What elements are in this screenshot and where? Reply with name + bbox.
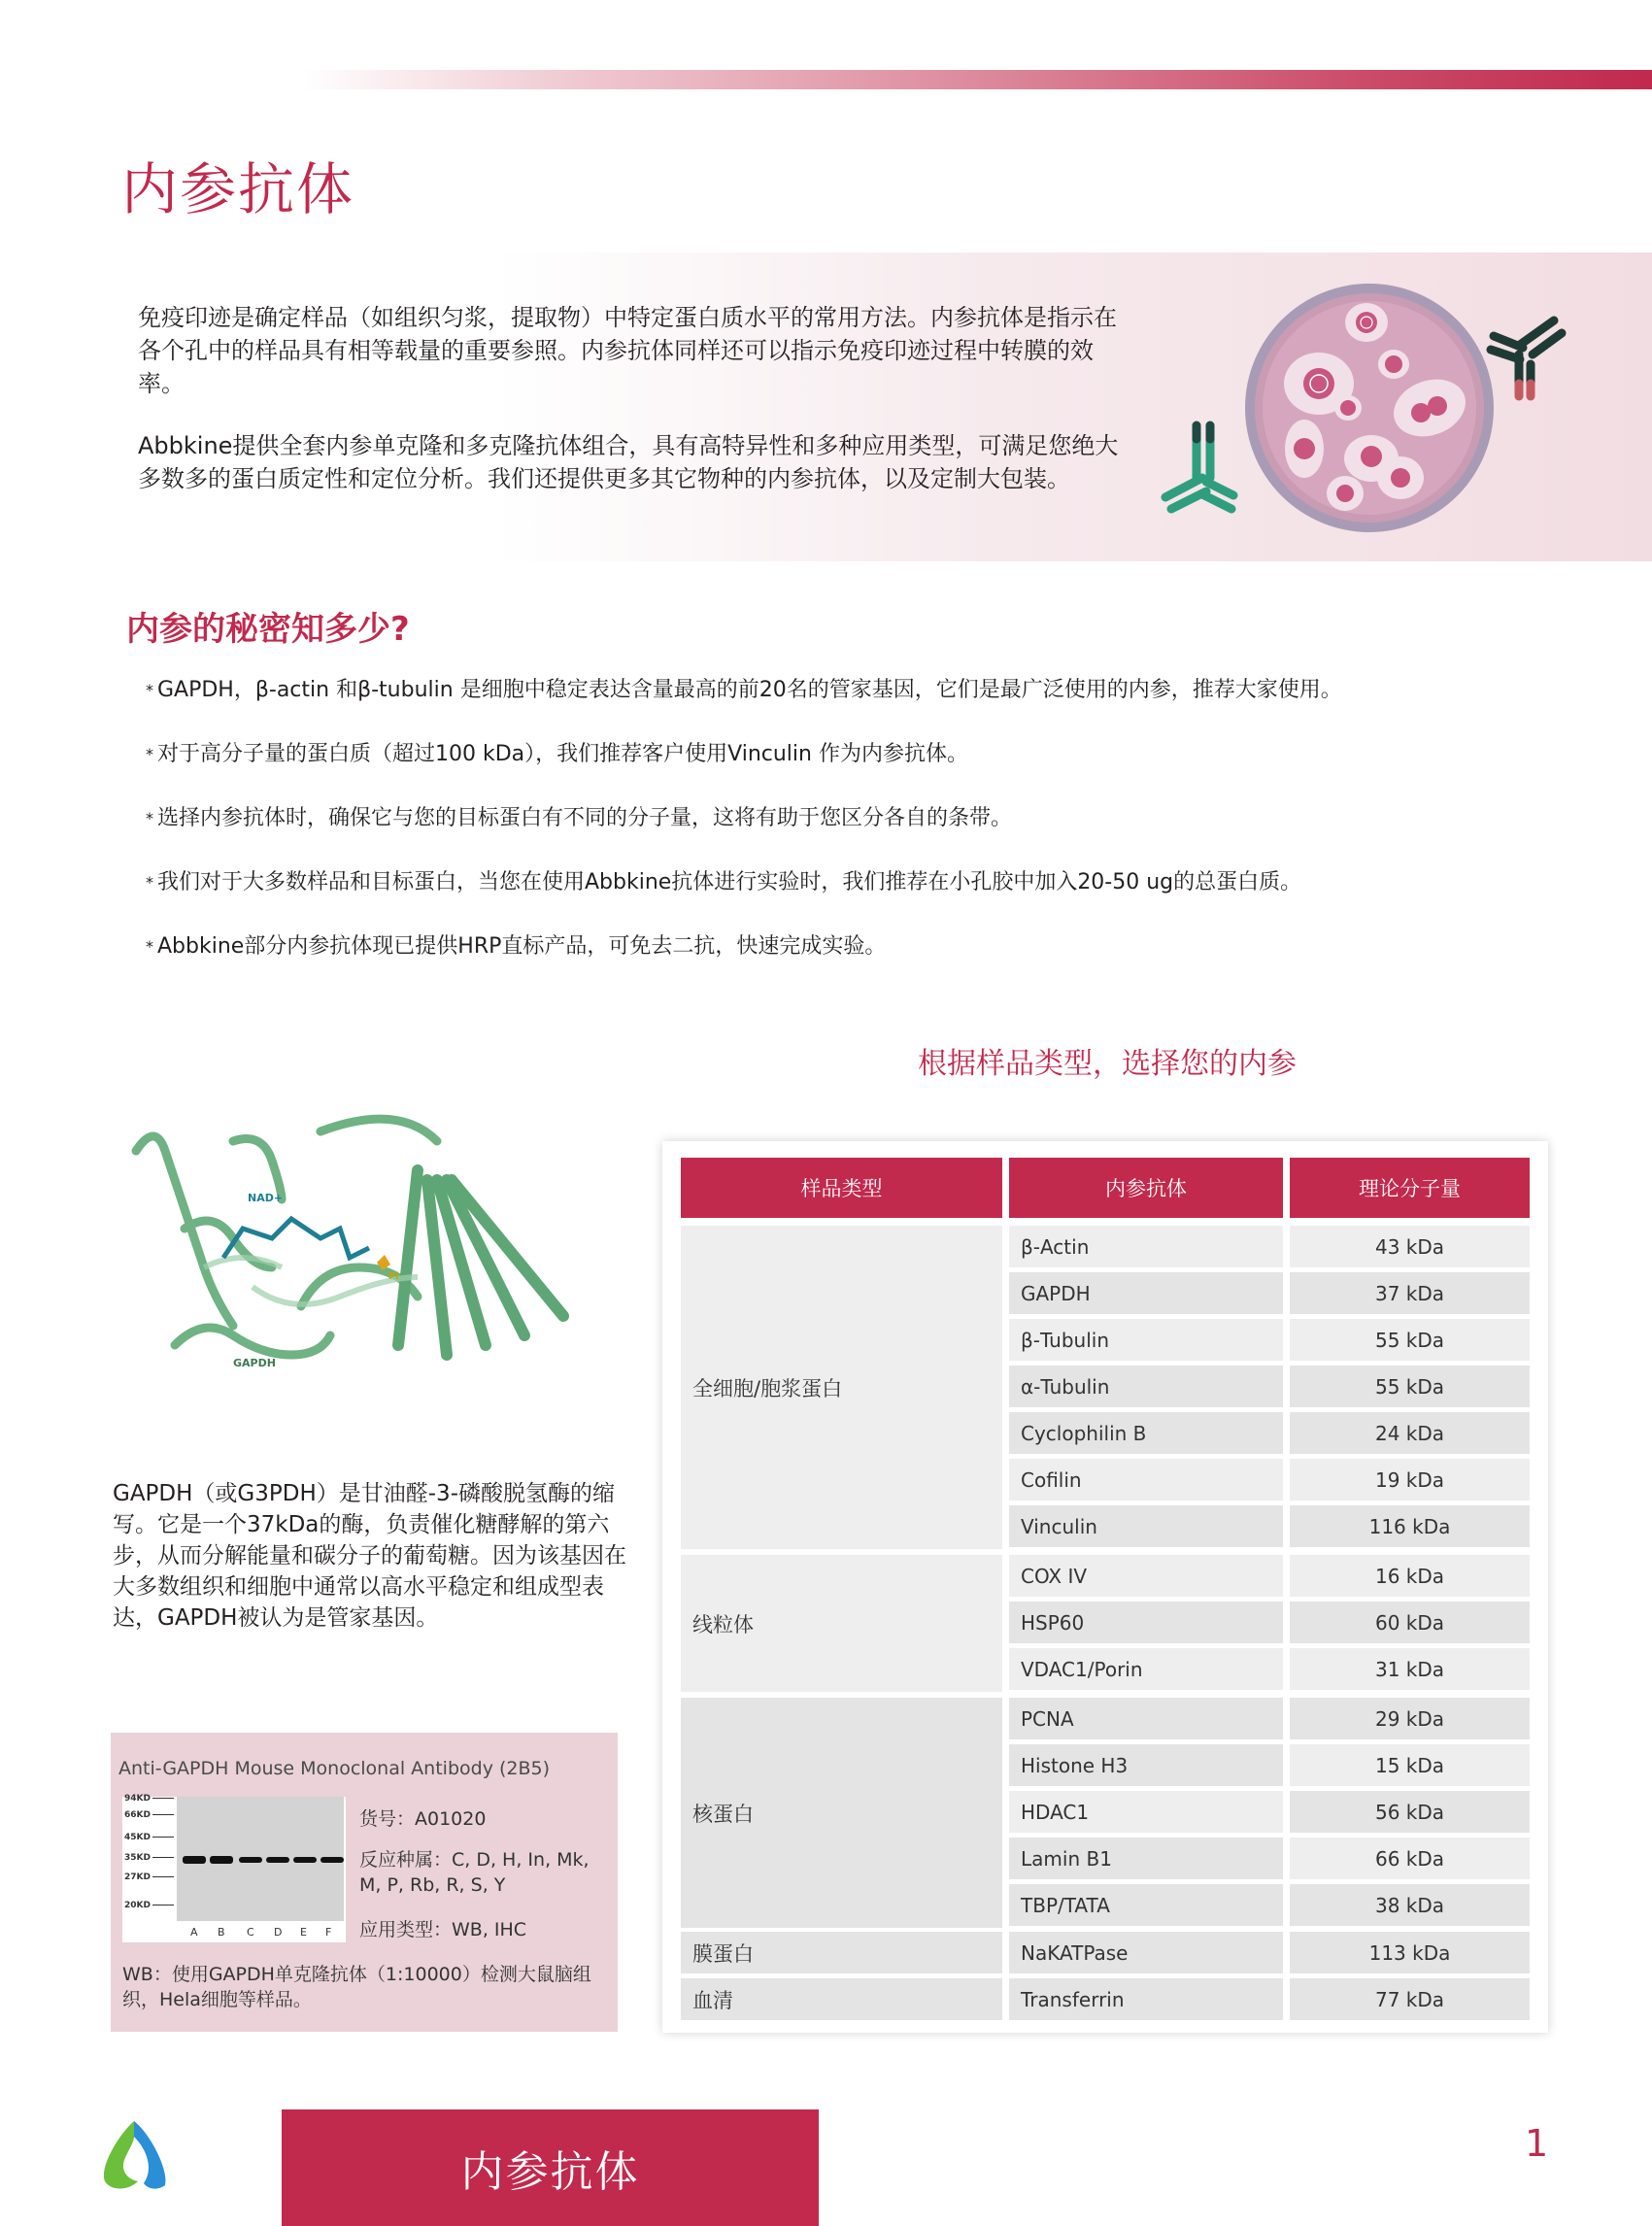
- table-cell-antibody: PCNA: [1009, 1698, 1283, 1739]
- bullet-star: *: [146, 681, 153, 699]
- blot-band: [210, 1856, 233, 1864]
- header-gradient-bar: [301, 70, 1652, 89]
- tip-item: [146, 740, 1534, 804]
- abbkine-logo-icon: [93, 2115, 175, 2193]
- group-serum: 血清: [681, 1978, 1002, 2020]
- lane-label: A: [190, 1926, 198, 1939]
- table-cell-antibody: COX IV: [1009, 1555, 1283, 1597]
- western-blot-image: [122, 1794, 346, 1942]
- tip-text: 我们对于大多数样品和目标蛋白，当您在使用Abbkine抗体进行实验时，我们推荐在小孔胶中加入20-50 ug的总蛋白质。: [157, 870, 1302, 894]
- table-cell-antibody: β-Tubulin: [1009, 1319, 1283, 1361]
- secrets-heading: 内参的秘密知多少?: [126, 610, 410, 649]
- table-cell-mw: 16 kDa: [1290, 1555, 1530, 1597]
- gapdh-protein-structure-image: [107, 1112, 622, 1403]
- group-mitochondria: 线粒体: [681, 1555, 1002, 1692]
- table-cell-antibody: HDAC1: [1009, 1791, 1283, 1833]
- table-cell-antibody: Cyclophilin B: [1009, 1412, 1283, 1454]
- mw-marker: 94KD: [124, 1794, 174, 1804]
- lane-label: C: [247, 1926, 254, 1939]
- table-cell-antibody: TBP/TATA: [1009, 1884, 1283, 1926]
- bullet-star: *: [146, 745, 153, 763]
- intro-paragraph: Abbkine提供全套内参单克隆和多克隆抗体组合，具有高特异性和多种应用类型，可满足您绝大多数多的蛋白质定性和定位分析。我们还提供更多其它物种的内参抗体，以及定制大包装。: [138, 432, 1119, 492]
- antibody-icon-dark: [1491, 320, 1562, 396]
- table-cell-mw: 56 kDa: [1290, 1791, 1530, 1833]
- table-cell-mw: 43 kDa: [1290, 1226, 1530, 1267]
- table-cell-mw: 19 kDa: [1290, 1459, 1530, 1501]
- table-cell-antibody: Vinculin: [1009, 1505, 1283, 1547]
- group-membrane: 膜蛋白: [681, 1932, 1002, 1973]
- header-antibody: 内参抗体: [1009, 1158, 1283, 1218]
- product-title: Anti-GAPDH Mouse Monoclonal Antibody (2B5): [118, 1758, 551, 1779]
- mw-marker: 27KD: [124, 1872, 174, 1882]
- blot-band: [183, 1856, 206, 1864]
- table-cell-antibody: Transferrin: [1009, 1978, 1283, 2020]
- tip-text: 选择内参抗体时，确保它与您的目标蛋白有不同的分子量，这将有助于您区分各自的条带。: [157, 806, 1013, 830]
- table-cell-mw: 77 kDa: [1290, 1978, 1530, 2020]
- blot-band: [293, 1857, 317, 1863]
- bullet-star: *: [146, 809, 153, 827]
- gapdh-label: GAPDH: [233, 1357, 276, 1369]
- table-cell-mw: 116 kDa: [1290, 1505, 1530, 1547]
- blot-band: [320, 1857, 344, 1863]
- table-cell-antibody: Lamin B1: [1009, 1838, 1283, 1879]
- tip-text: 对于高分子量的蛋白质（超过100 kDa），我们推荐客户使用Vinculin 作为内参抗体。: [157, 742, 968, 766]
- page-title: 内参抗体: [121, 156, 355, 222]
- tip-item: [146, 804, 1534, 868]
- tip-text: GAPDH，β-actin 和β-tubulin 是细胞中稳定表达含量最高的前20名的管家基因，它们是最广泛使用的内参，推荐大家使用。: [157, 678, 1342, 702]
- mw-marker: 45KD: [124, 1833, 174, 1842]
- gapdh-description: GAPDH（或G3PDH）是甘油醛-3-磷酸脱氢酶的缩写。它是一个37kDa的酶，负责催化糖酵解的第六步，从而分解能量和碳分子的葡萄糖。因为该基因在大多数组织和细胞中通常以高水平稳定和组成型表达，GAPDH被认为是管家基因。: [113, 1481, 626, 1631]
- footer-section-label: 内参抗体: [282, 2109, 819, 2226]
- reference-antibody-table: [662, 1141, 1548, 2033]
- lane-label: B: [218, 1926, 225, 1939]
- table-cell-mw: 15 kDa: [1290, 1744, 1530, 1786]
- tip-item: [146, 868, 1534, 932]
- applications: 应用类型：WB, IHC: [359, 1919, 527, 1940]
- table-cell-antibody: HSP60: [1009, 1602, 1283, 1643]
- table-cell-mw: 113 kDa: [1290, 1932, 1530, 1973]
- table-cell-antibody: Cofilin: [1009, 1459, 1283, 1501]
- table-title: 根据样品类型，选择您的内参: [918, 1047, 1297, 1081]
- table-cell-antibody: VDAC1/Porin: [1009, 1648, 1283, 1690]
- product-card: [111, 1733, 618, 2032]
- tip-item: [146, 932, 1534, 996]
- table-cell-mw: 60 kDa: [1290, 1602, 1530, 1643]
- tips-list: [146, 676, 1534, 996]
- table-cell-mw: 55 kDa: [1290, 1319, 1530, 1361]
- mw-marker: 20KD: [124, 1901, 174, 1910]
- group-nuclear: 核蛋白: [681, 1698, 1002, 1928]
- pi-label: Pi: [388, 1271, 399, 1282]
- header-mw: 理论分子量: [1290, 1158, 1530, 1218]
- product-note: WB：使用GAPDH单克隆抗体（1:10000）检测大鼠脑组织，Hela细胞等样品。: [122, 1964, 591, 2010]
- table-cell-mw: 29 kDa: [1290, 1698, 1530, 1739]
- table-cell-mw: 38 kDa: [1290, 1884, 1530, 1926]
- header-sample-type: 样品类型: [681, 1158, 1002, 1218]
- tip-text: Abbkine部分内参抗体现已提供HRP直标产品，可免去二抗，快速完成实验。: [157, 934, 887, 959]
- table-cell-antibody: GAPDH: [1009, 1272, 1283, 1314]
- page-number: 1: [1525, 2122, 1549, 2165]
- lane-label: D: [274, 1926, 283, 1939]
- table-cell-antibody: NaKATPase: [1009, 1932, 1283, 1973]
- bullet-star: *: [146, 873, 153, 892]
- tip-item: [146, 676, 1534, 740]
- bullet-star: *: [146, 937, 153, 956]
- lane-label: E: [300, 1926, 307, 1939]
- table-cell-antibody: β-Actin: [1009, 1226, 1283, 1267]
- antibody-icon-teal: [1165, 425, 1233, 509]
- nad-label: NAD+: [248, 1192, 284, 1204]
- table-cell-mw: 37 kDa: [1290, 1272, 1530, 1314]
- table-cell-antibody: Histone H3: [1009, 1744, 1283, 1786]
- table-cell-antibody: α-Tubulin: [1009, 1366, 1283, 1407]
- blot-band: [266, 1857, 289, 1863]
- table-cell-mw: 31 kDa: [1290, 1648, 1530, 1690]
- reactivity: 反应种属：C, D, H, In, Mk, M, P, Rb, R, S, Y: [359, 1849, 590, 1896]
- table-cell-mw: 66 kDa: [1290, 1838, 1530, 1879]
- blot-band: [239, 1857, 262, 1863]
- mw-marker: 66KD: [124, 1810, 174, 1820]
- table-cell-mw: 24 kDa: [1290, 1412, 1530, 1454]
- catalog-number: 货号：A01020: [359, 1808, 487, 1830]
- group-whole-cell: 全细胞/胞浆蛋白: [681, 1226, 1002, 1549]
- mw-marker: 35KD: [124, 1853, 174, 1863]
- intro-paragraph: 免疫印迹是确定样品（如组织匀浆，提取物）中特定蛋白质水平的常用方法。内参抗体是指示在各个孔中的样品具有相等载量的重要参照。内参抗体同样还可以指示免疫印迹过程中转膜的效率。: [138, 304, 1117, 397]
- lane-label: F: [325, 1926, 332, 1939]
- table-cell-mw: 55 kDa: [1290, 1366, 1530, 1407]
- intro-text: [138, 301, 1119, 495]
- petri-dish-illustration: [1146, 262, 1632, 554]
